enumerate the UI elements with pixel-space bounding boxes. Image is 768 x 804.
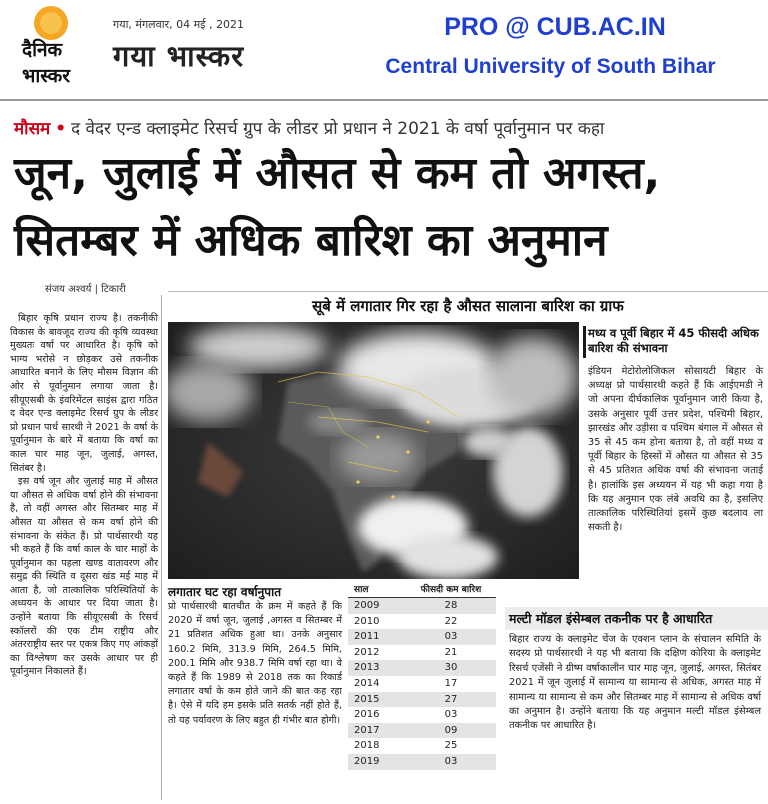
- table-row: [348, 645, 496, 661]
- overlay-university-name: Central University of South Bihar: [385, 55, 716, 78]
- table-cell-year: 2010: [354, 615, 380, 627]
- table-row: [348, 598, 496, 614]
- left-paragraph-2: इस वर्ष जून और जुलाई माह में औसत या औसत से अधिक वर्षा होने की संभावना है, तो वहीं अगस्त और सितम्बर माह में औसत या औसत से कम वर्षा होने की संभावना के संकेत हैं। प्रो पार्थसारथी यह भी कहते हैं कि वर्षा काल के चार माहों के पूर्वानुमान का पहला खण्ड वातावरण और समुद्र की स्थिति व दूसरा खंड मई माह में आता है, जो तात्कालिक परिस्थितियों के अध्ययन के आधार पर दिया जाता है। उन्होंने बताया कि सीयूएसबी के रिसर्च स्कॉलरों की एक टीम राष्ट्रीय और अंतरराष्ट्रीय स्तर पर एकत्र किए गए आंकड़ों का विश्लेषण कर उसके आधार पर ही पूर्वानुमान निकालते हैं।: [10, 476, 158, 678]
- satellite-map-graphic: [168, 322, 579, 579]
- table-cell-percent: 03: [444, 709, 458, 721]
- kicker: [14, 116, 604, 139]
- table-cell-year: 2015: [354, 693, 380, 705]
- table-cell-percent: 27: [444, 693, 458, 705]
- side-story-body: इंडियन मेटोरोलोजिकल सोसायटी बिहार के अध्यक्ष प्रो पार्थसारथी कहते हैं कि आईएमडी ने जो अपना दीर्घकालिक पूर्वानुमान जारी किया है, उसके अनुसार पूर्वी उत्तर प्रदेश, पश्चिमी बिहार, झारखंड और उड़ीसा व पश्चिम बंगाल में औसत से 35 से 45 कम होना बताया है, तो वहीं मध्य व पूर्वी बिहार के हिस्सों में औसत या औसत से 35 से 45 प्रतिशत अधिक वर्षा की संभावना जताई है। हालांकि इस अध्ययन में यह भी कहा गया है कि यह अनुमान एक लंबे अवधि का है, इसलिए तात्कालिक परिस्थितियां इसमें कुछ बदलाव ला सकती है।: [588, 366, 763, 534]
- left-column-body: [10, 312, 158, 679]
- sun-logo-inner: [40, 12, 62, 34]
- table-row: [348, 614, 496, 630]
- dateline: गया, मंगलवार, 04 मई , 2021: [113, 18, 245, 31]
- column-divider: [161, 295, 162, 800]
- masthead-divider: [0, 99, 768, 101]
- kicker-text: द वेदर एन्ड क्लाइमेट रिसर्च ग्रुप के लीडर प्रो प्रधान ने 2021 के वर्षा पूर्वानुमान पर कहा: [71, 119, 605, 139]
- table-row: [348, 676, 496, 692]
- kicker-tag: मौसम: [14, 119, 51, 139]
- right-story-headline: मल्टी मॉडल इंसेम्बल तकनीक पर है आधारित: [505, 607, 768, 630]
- graphic-title: सूबे में लगातार गिर रहा है औसत सालाना बारिश का ग्राफ: [312, 297, 624, 315]
- table-cell-year: 2017: [354, 724, 380, 736]
- table-row: [348, 660, 496, 676]
- side-story-headline: मध्य व पूर्वी बिहार में 45 फीसदी अधिक बारिश की संभावना: [588, 326, 759, 355]
- table-cell-percent: 21: [444, 646, 458, 658]
- satellite-weather-image: [168, 322, 579, 579]
- table-header: [348, 583, 496, 598]
- table-cell-percent: 30: [444, 662, 458, 674]
- rainfall-deficit-table: [348, 583, 496, 770]
- table-row: [348, 754, 496, 770]
- logo-text-line1: दैनिक: [22, 39, 63, 61]
- left-paragraph-1: बिहार कृषि प्रधान राज्य है। तकनीकी विकास के बावजूद राज्य की कृषि व्यवस्था मुख्यतः वर्षा पर आधारित है। कृषि को भाग्य भरोसे न छोड़कर उसे तकनीक आधारित बनाने के लिए मौसम विज्ञान की ओर से पूर्वानुमान लगाया जाता है। सीयूएसबी के इंवरिमेंटल साइंस द्वारा गठित द वेदर एन्ड क्लाइमेट रिसर्च ग्रुप के लीडर प्रो प्रधान पार्थ सारथी ने 2021 के वर्षा के पूर्वानुमान के बारे में बताया कि वर्षा का काल चार माह जून, जुलाई, अगस्त, सितंबर है।: [10, 313, 158, 474]
- table-cell-percent: 03: [444, 631, 458, 643]
- table-cell-year: 2011: [354, 631, 380, 643]
- table-row: [348, 707, 496, 723]
- table-cell-percent: 17: [444, 677, 458, 689]
- kicker-bullet: •: [55, 119, 67, 139]
- edition-name: गया भास्कर: [113, 39, 245, 73]
- headline-line1: जून, जुलाई में औसत से कम तो अगस्त,: [14, 148, 661, 199]
- mid-story-headline: लगातार घट रहा वर्षानुपात: [168, 585, 282, 599]
- table-cell-percent: 28: [444, 600, 458, 611]
- table-row: [348, 692, 496, 708]
- table-cell-year: 2014: [354, 677, 380, 689]
- table-header-year: साल: [354, 585, 369, 595]
- mid-story-body: प्रो पार्थसारथी बातचीत के क्रम में कहते हैं कि 2020 में वर्षा जून, जुलाई ,अगस्त व सितम्बर में 21 प्रतिशत अधिक हुआ था। उनके अनुसार 160.2 मिमि, 313.9 मिमि, 264.5 मिमि, 200.1 मिमि और 938.7 मिमि वर्षा रहा था। वे कहते हैं कि 1989 से 2018 तक का रिकार्ड लगातार वर्षा के कम होते जाने की बात कह रहा है। ऐसे में यदि हम इसके प्रति सतर्क नहीं होते हैं, तो यह पर्यावरण के लिए बहुत ही गंभीर बात होगी।: [168, 601, 342, 726]
- table-cell-year: 2016: [354, 709, 380, 721]
- headline-line2: सितम्बर में अधिक बारिश का अनुमान: [14, 215, 608, 266]
- table-cell-percent: 03: [444, 755, 458, 767]
- newspaper-logo: [10, 6, 90, 96]
- table-cell-percent: 25: [444, 740, 458, 752]
- table-header-percent: फीसदी कम बारिश: [420, 585, 482, 595]
- table-cell-percent: 09: [444, 724, 458, 736]
- table-cell-year: 2018: [354, 740, 380, 752]
- right-story-body: बिहार राज्य के क्लाइमेट चेंज के एक्शन प्लान के संचालन समिति के सदस्य प्रो पार्थसारथी ने यह भी बताया कि दक्षिण कोरिया के क्लाइमेट रिसर्च एजेंसी ने ग्रीष्म वर्षाकालीन चार माह जून, जुलाई, अगस्त, सितंबर 2021 में जून जुलाई में सामान्य या सामान्य से अधिक, अगस्त माह में सामान्य या सामान्य से कम और सितम्बर माह में सामान्य से अधिक वर्षा का अनुमान है। उन्होंने बताया कि यह अनुमान मल्टी मॉडल इंसेम्बल तकनीक पर आधारित है।: [509, 634, 761, 732]
- table-cell-year: 2019: [354, 755, 380, 767]
- overlay-pro-email: PRO @ CUB.AC.IN: [444, 13, 666, 41]
- table-row: [348, 629, 496, 645]
- table-cell-year: 2009: [354, 600, 380, 611]
- table-cell-year: 2012: [354, 646, 380, 658]
- side-story-accent-bar: [583, 326, 586, 358]
- byline: संजय अश्वर्य | टिकारी: [45, 284, 126, 295]
- table-row: [348, 723, 496, 739]
- table-cell-year: 2013: [354, 662, 380, 674]
- table-cell-percent: 22: [444, 615, 458, 627]
- logo-text-line2: भास्कर: [22, 65, 71, 87]
- graphic-top-rule: [168, 291, 768, 292]
- table-row: [348, 738, 496, 754]
